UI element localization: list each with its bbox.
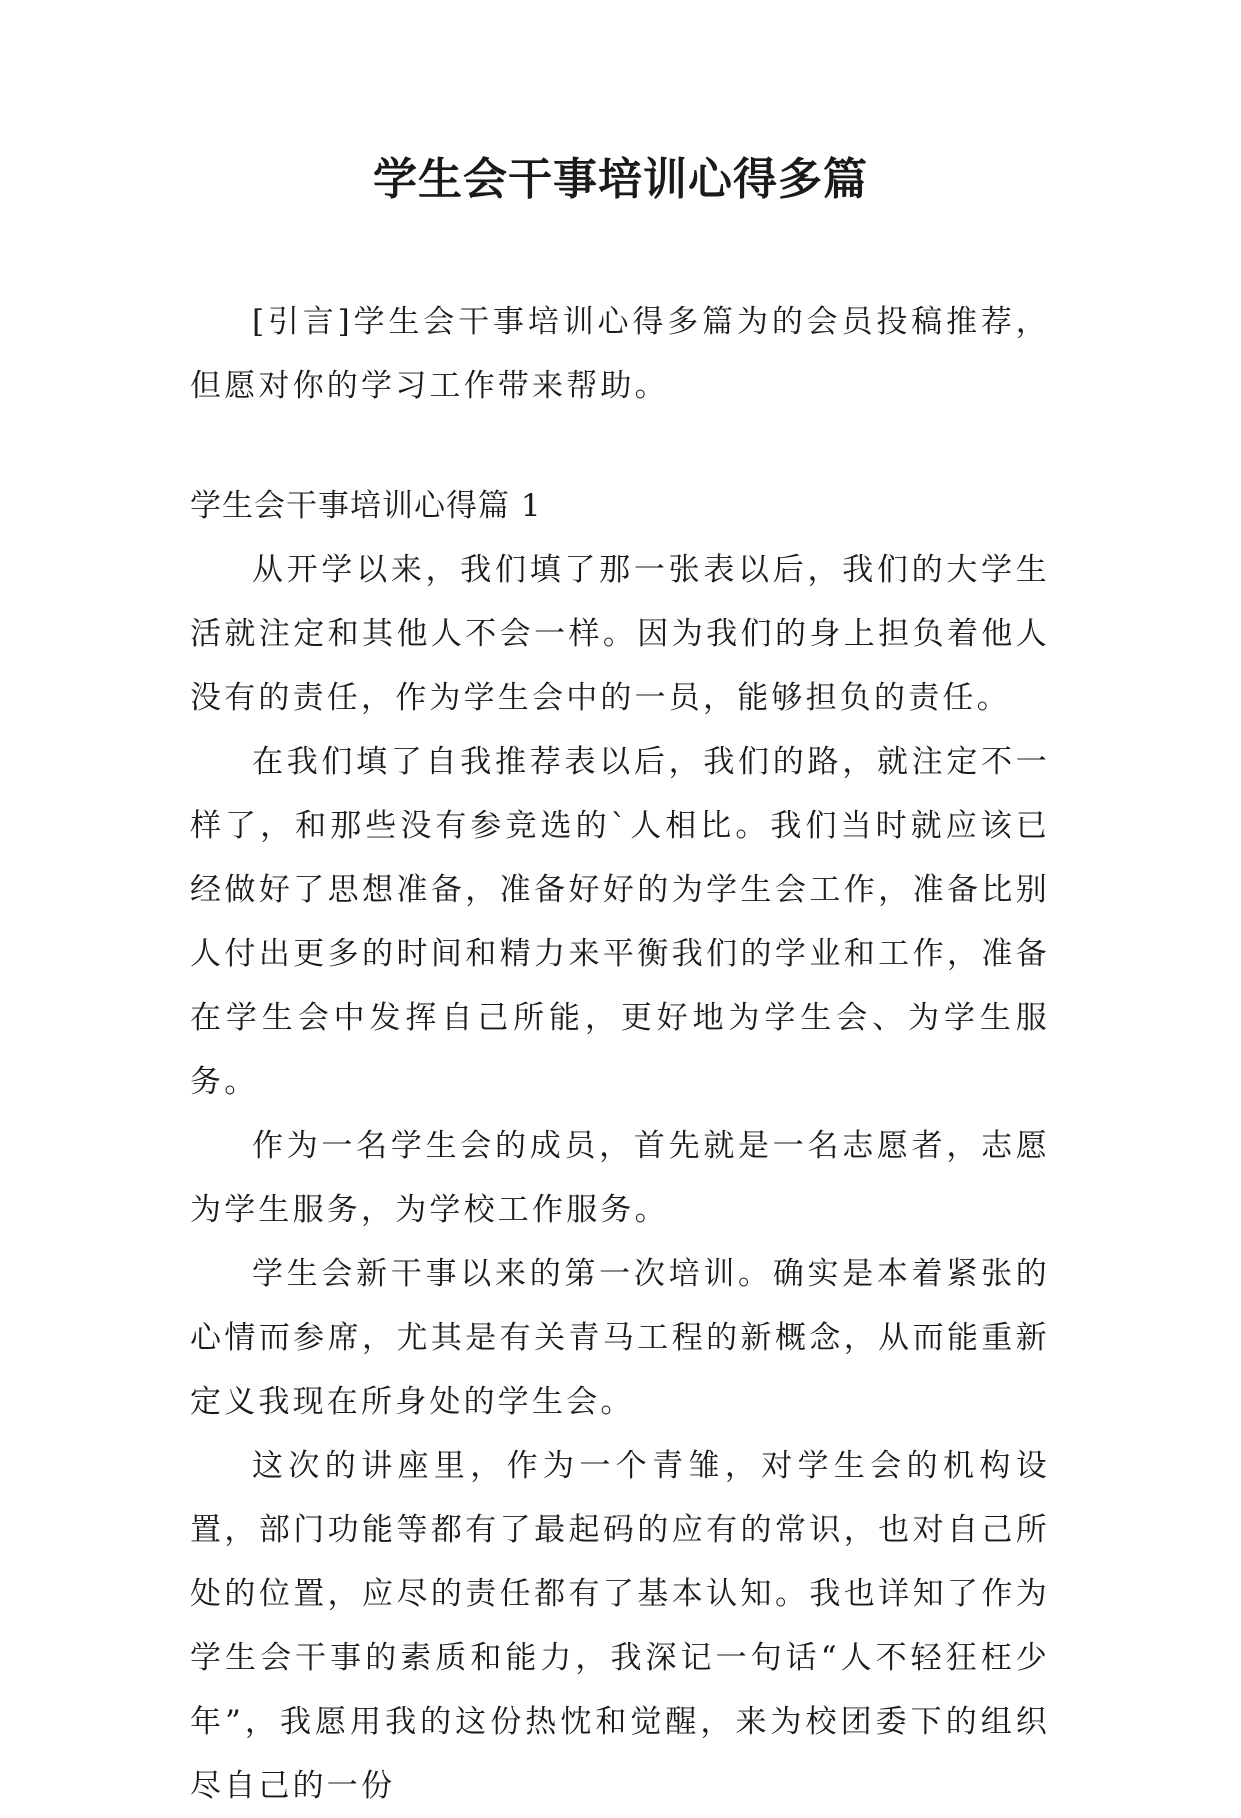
body-paragraph: 这次的讲座里，作为一个青雏，对学生会的机构设置，部门功能等都有了最起码的应有的常识，也对自己所处的位置，应尽的责任都有了基本认知。我也详知了作为学生会干事的素质和能力，我深记一句话“人不轻狂枉少年”，我愿用我的这份热忱和觉醒，来为校团委下的组织尽自己的一份 [190,1448,1050,1804]
body-paragraph: 在我们填了自我推荐表以后，我们的路，就注定不一样了，和那些没有参竞选的`人相比。我们当时就应该已经做好了思想准备，准备好好的为学生会工作，准备比别人付出更多的时间和精力来平衡我们的学业和工作，准备在学生会中发挥自己所能，更好地为学生会、为学生服务。 [190,744,1050,1100]
intro-paragraph: [引言]学生会干事培训心得多篇为的会员投稿推荐，但愿对你的学习工作带来帮助。 [190,304,1050,404]
document-title: 学生会干事培训心得多篇 [373,154,868,205]
body-paragraph: 从开学以来，我们填了那一张表以后，我们的大学生活就注定和其他人不会一样。因为我们的身上担负着他人没有的责任，作为学生会中的一员，能够担负的责任。 [190,552,1050,716]
body-paragraph: 作为一名学生会的成员，首先就是一名志愿者，志愿为学生服务，为学校工作服务。 [190,1128,1050,1228]
section-heading: 学生会干事培训心得篇 1 [190,488,542,524]
document-body [190,290,1050,1818]
body-paragraph: 学生会新干事以来的第一次培训。确实是本着紧张的心情而参席，尤其是有关青马工程的新概念，从而能重新定义我现在所身处的学生会。 [190,1256,1050,1420]
